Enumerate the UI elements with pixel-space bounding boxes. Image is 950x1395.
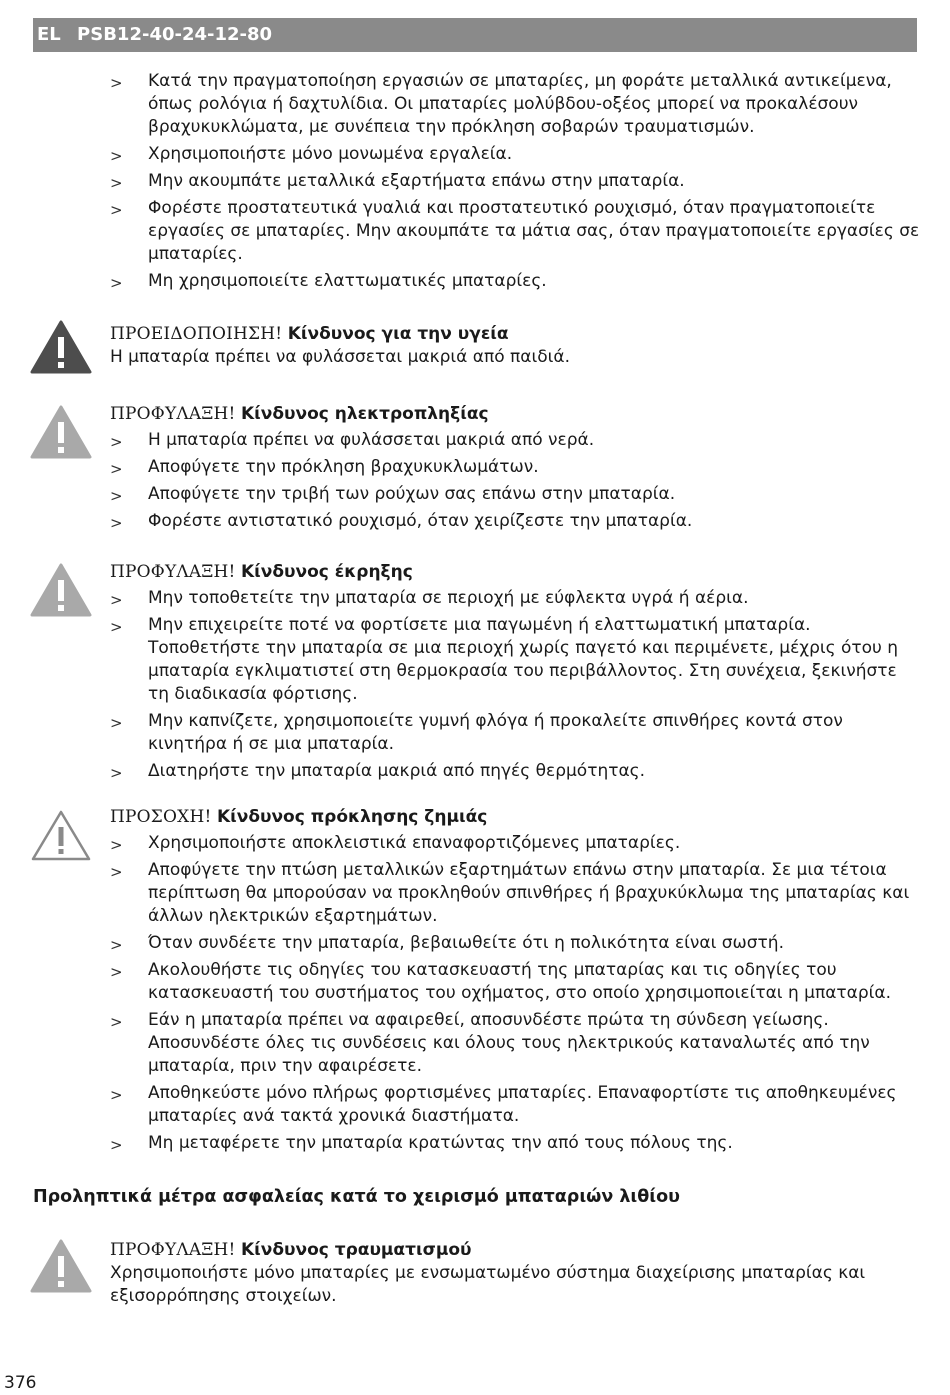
chevron-right-icon: > [110,201,123,219]
list-item: > Η μπαταρία πρέπει να φυλάσσεται μακριά από νερά. [110,429,920,452]
chevron-right-icon: > [110,714,123,732]
hazard-name: Κίνδυνος ηλεκτροπληξίας [240,404,489,424]
list-item: > Διατηρήστε την μπαταρία μακριά από πηγές θερμότητας. [110,760,920,783]
list-item: > Αποφύγετε την τριβή των ρούχων σας επάνω στην μπαταρία. [110,483,920,506]
notice-triangle-icon [30,808,92,862]
warning-title [110,323,920,346]
hazard-name: Κίνδυνος για την υγεία [287,324,509,344]
chevron-right-icon: > [110,963,123,981]
list-item: > Φορέστε προστατευτικά γυαλιά και προστατευτικό ρουχισμό, όταν πραγματοποιείτε εργασίες σε μπαταρίες. Μην ακουμπάτε τα μάτια σας, όταν πραγματοποιείτε εργασίες σε μπαταρίες. [110,198,920,264]
caution-triangle-icon [30,405,92,459]
warning-health-block [110,323,920,369]
signal-word: ΠΡΟΣΟΧΗ! [110,807,212,827]
chevron-right-icon: > [110,1086,123,1104]
chevron-right-icon: > [110,618,123,636]
list-item: > Μην ακουμπάτε μεταλλικά εξαρτήματα επάνω στην μπαταρία. [110,170,920,193]
caution-explosion-list [110,587,920,783]
chevron-right-icon: > [110,1013,123,1031]
document-header [33,18,917,52]
chevron-right-icon: > [110,274,123,292]
list-item: > Ακολουθήστε τις οδηγίες του κατασκευαστή της μπαταρίας και τις οδηγίες του κατασκευαστή του συστήματος του οχήματος, στο οποίο χρησιμοποιείται η μπαταρία. [110,960,891,1003]
list-item: > Μην καπνίζετε, χρησιμοποιείτε γυμνή φλόγα ή προκαλείτε σπινθήρες κοντά στον κινητήρα ή σε μια μπαταρία. [110,711,843,754]
intro-section [110,70,920,297]
chevron-right-icon: > [110,591,123,609]
chevron-right-icon: > [110,863,123,881]
list-item: > Φορέστε αντιστατικό ρουχισμό, όταν χειρίζεστε την μπαταρία. [110,510,920,533]
caution-electric-list [110,429,920,533]
warning-text: Η μπαταρία πρέπει να φυλάσσεται μακριά από παιδιά. [110,347,570,367]
caution-explosion-block [110,561,920,787]
chevron-right-icon: > [110,487,123,505]
intro-bullet-list [110,70,920,293]
chevron-right-icon: > [110,433,123,451]
signal-word: ΠΡΟΦΥΛΑΞΗ! [110,562,236,582]
warning-triangle-icon [30,320,92,374]
chevron-right-icon: > [110,174,123,192]
chevron-right-icon: > [110,74,123,92]
section-heading: Προληπτικά μέτρα ασφαλείας κατά το χειρισμό μπαταριών λιθίου [33,1187,680,1207]
chevron-right-icon: > [110,514,123,532]
chevron-right-icon: > [110,147,123,165]
list-item: > Μη μεταφέρετε την μπαταρία κρατώντας την από τους πόλους της. [110,1132,920,1155]
list-item: > Όταν συνδέετε την μπαταρία, βεβαιωθείτε ότι η πολικότητα είναι σωστή. [110,932,920,955]
signal-word: ΠΡΟΦΥΛΑΞΗ! [110,1240,236,1260]
chevron-right-icon: > [110,460,123,478]
language-code: EL [37,24,61,45]
hazard-name: Κίνδυνος τραυματισμού [240,1240,472,1260]
caution-electric-block [110,403,920,537]
caution-title [110,561,920,584]
list-item: > Αποφύγετε την πτώση μεταλλικών εξαρτημάτων επάνω στην μπαταρία. Σε μια τέτοια περίπτωση θα μπορούσαν να προκληθούν σπινθήρες ή βραχυκύκλωμα της μπαταρίας και άλλων ηλεκτρικών εξαρτημάτων. [110,860,910,926]
signal-word: ΠΡΟΕΙΔΟΠΟΙΗΣΗ! [110,324,283,344]
chevron-right-icon: > [110,1136,123,1154]
caution-triangle-icon [30,563,92,617]
list-item: > Μη χρησιμοποιείτε ελαττωματικές μπαταρίες. [110,270,920,293]
notice-damage-block [110,806,920,1159]
list-item: > Χρησιμοποιήστε μόνο μονωμένα εργαλεία. [110,143,920,166]
hazard-name: Κίνδυνος έκρηξης [240,562,413,582]
caution-injury-block [110,1239,920,1308]
list-item: > Αποφύγετε την πρόκληση βραχυκυκλωμάτων. [110,456,920,479]
chevron-right-icon: > [110,936,123,954]
list-item: > Κατά την πραγματοποίηση εργασιών σε μπαταρίες, μη φοράτε μεταλλικά αντικείμενα, όπως ρολόγια ή δαχτυλίδια. Οι μπαταρίες μολύβδου-οξέος μπορεί να προκαλέσουν βραχυκυκλώματα, με συνέπεια την πρόκληση σοβαρών τραυματισμών. [110,71,892,137]
list-item: > Μην επιχειρείτε ποτέ να φορτίσετε μια παγωμένη ή ελαττωματική μπαταρία. Τοποθετήστε την μπαταρία σε μια περιοχή χωρίς παγετό και περιμένετε, μέχρις ότου η μπαταρία εγκλιματιστεί στη θερμοκρασία του περιβάλλοντος. Στη συνέχεια, ξεκινήστε τη διαδικασία φόρτισης. [110,615,899,704]
caution-triangle-icon [30,1239,92,1293]
hazard-name: Κίνδυνος πρόκλησης ζημιάς [216,807,488,827]
page-number: 376 [4,1373,37,1393]
caution-title [110,1239,920,1262]
signal-word: ΠΡΟΦΥΛΑΞΗ! [110,404,236,424]
list-item: > Εάν η μπαταρία πρέπει να αφαιρεθεί, αποσυνδέστε πρώτα τη σύνδεση γείωσης. Αποσυνδέστε όλες τις συνδέσεις και όλους τους ηλεκτρικούς καταναλωτές από την μπαταρία, πριν την αφαιρέσετε. [110,1010,870,1076]
caution-text: Χρησιμοποιήστε μόνο μπαταρίες με ενσωματωμένο σύστημα διαχείρισης μπαταρίας και εξισορρόπησης στοιχείων. [110,1263,866,1306]
list-item: > Χρησιμοποιήστε αποκλειστικά επαναφορτιζόμενες μπαταρίες. [110,832,920,855]
notice-title [110,806,920,829]
model-number: PSB12-40-24-12-80 [77,24,273,45]
chevron-right-icon: > [110,764,123,782]
list-item: > Μην τοποθετείτε την μπαταρία σε περιοχή με εύφλεκτα υγρά ή αέρια. [110,587,920,610]
chevron-right-icon: > [110,836,123,854]
list-item: > Αποθηκεύστε μόνο πλήρως φορτισμένες μπαταρίες. Επαναφορτίστε τις αποθηκευμένες μπαταρίες ανά τακτά χρονικά διαστήματα. [110,1083,897,1126]
caution-title [110,403,920,426]
notice-damage-list [110,832,920,1155]
